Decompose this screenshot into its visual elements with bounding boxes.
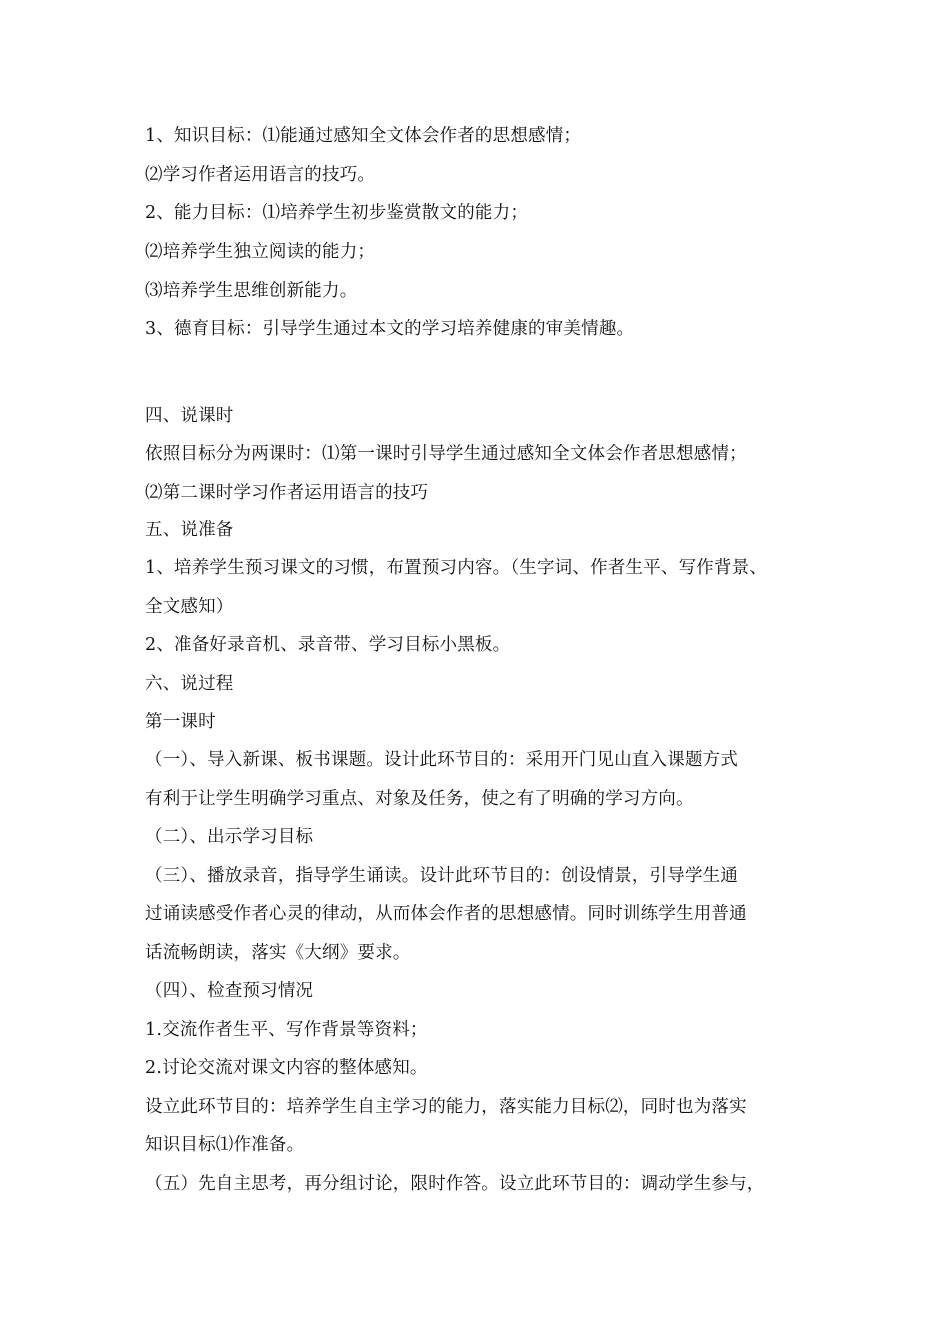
text-line: 话流畅朗读，落实《大纲》要求。: [145, 943, 411, 963]
text-line: 设立此环节目的：培养学生自主学习的能力，落实能力目标⑵，同时也为落实: [145, 1097, 747, 1117]
text-line: （五）先自主思考，再分组讨论，限时作答。设立此环节目的：调动学生参与，: [145, 1174, 765, 1194]
text-line: 全文感知）: [145, 597, 234, 617]
text-line: 1、知识目标：⑴能通过感知全文体会作者的思想感情；: [145, 126, 582, 146]
text-line: （二）、出示学习目标: [145, 827, 314, 847]
text-line: ⑶培养学生思维创新能力。: [145, 281, 358, 301]
text-line: 知识目标⑴作准备。: [145, 1135, 305, 1155]
text-line: 1.交流作者生平、写作背景等资料；: [145, 1020, 428, 1040]
text-line: 过诵读感受作者心灵的律动，从而体会作者的思想感情。同时训练学生用普通: [145, 904, 747, 924]
text-line: （一）、导入新课、板书课题。设计此环节目的：采用开门见山直入课题方式: [145, 750, 739, 770]
text-line: （四）、检查预习情况: [145, 981, 314, 1001]
text-line: 有利于让学生明确学习重点、对象及任务，使之有了明确的学习方向。: [145, 789, 694, 809]
text-line: 依照目标分为两课时：⑴第一课时引导学生通过感知全文体会作者思想感情；: [145, 444, 747, 464]
text-line: 3、德育目标：引导学生通过本文的学习培养健康的审美情趣。: [145, 319, 635, 339]
text-line: ⑵第二课时学习作者运用语言的技巧: [145, 483, 429, 503]
text-line: ⑵培养学生独立阅读的能力；: [145, 242, 376, 262]
text-line: （三）、播放录音，指导学生诵读。设计此环节目的：创设情景，引导学生通: [145, 866, 739, 886]
section-heading: 四、说课时: [145, 406, 234, 426]
text-line: 2.讨论交流对课文内容的整体感知。: [145, 1058, 428, 1078]
section-heading: 五、说准备: [145, 520, 234, 540]
text-line: 2、准备好录音机、录音带、学习目标小黑板。: [145, 635, 511, 655]
text-line: 2、能力目标：⑴培养学生初步鉴赏散文的能力；: [145, 203, 529, 223]
text-line: ⑵学习作者运用语言的技巧。: [145, 165, 376, 185]
section-heading: 六、说过程: [145, 674, 234, 694]
subsection-heading: 第一课时: [145, 712, 216, 732]
text-line: 1、培养学生预习课文的习惯，布置预习内容。（生字词、作者生平、写作背景、: [145, 558, 768, 578]
